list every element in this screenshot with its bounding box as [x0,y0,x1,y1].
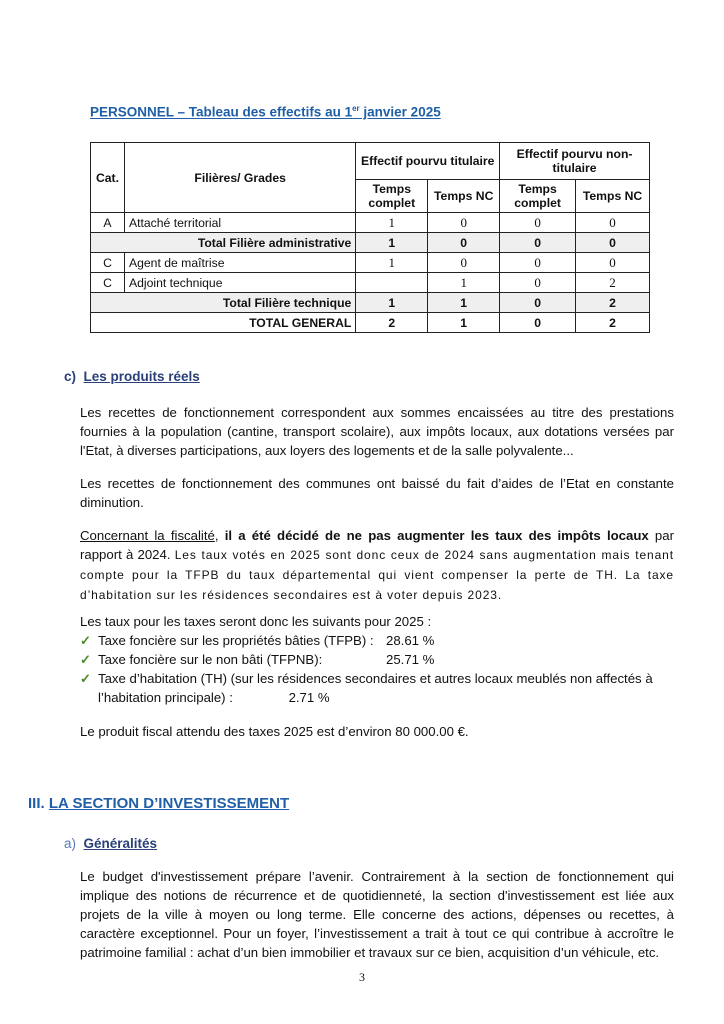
check-icon: ✓ [80,671,92,686]
header-cat: Cat. [91,143,125,213]
paragraph-produit-fiscal: Le produit fiscal attendu des taxes 2025 est d’environ 80 000.00 €. [80,724,469,739]
cell-value: 2 [576,313,650,333]
tax-label: Taxe foncière sur le non bâti (TFPNB): [98,652,323,667]
list-item [80,650,680,669]
header-filieres: Filières/ Grades [124,143,355,213]
cell-value: 2 [576,273,650,293]
check-icon: ✓ [80,633,92,648]
cell-value: 0 [428,233,500,253]
cell-value: 2 [356,313,428,333]
tax-label-with-value: Taxe d’habitation (TH) (sur les résidences secondaires et autres locaux meublés non affectés à l’habitation principale) : 2.71 % [98,671,653,705]
header-temps-nc: Temps NC [428,180,500,213]
table-row [91,273,650,293]
cell-grade: Agent de maîtrise [124,253,355,273]
cell-value: 0 [500,293,576,313]
table-header-row [91,143,650,180]
header-non-titulaire: Effectif pourvu non-titulaire [500,143,650,180]
cell-value: 0 [500,213,576,233]
tax-value: 28.61 % [386,633,435,648]
cell-value: 2 [576,293,650,313]
header-temps-complet: Temps complet [356,180,428,213]
table-grand-total-row [91,313,650,333]
list-item [80,669,680,707]
header-temps-nc: Temps NC [576,180,650,213]
fiscalite-label: Concernant la fiscalité [80,528,215,543]
cell-value: 1 [356,293,428,313]
header-temps-complet: Temps complet [500,180,576,213]
cell-value: 1 [356,213,428,233]
table-total-row [91,293,650,313]
header-titulaire: Effectif pourvu titulaire [356,143,500,180]
tax-value: 25.71 % [386,652,435,667]
cell-value: 0 [428,253,500,273]
cell-cat: A [91,213,125,233]
cell-value: 0 [500,253,576,273]
cell-value: 1 [428,293,500,313]
tax-label: Taxe foncière sur les propriétés bâties (TFPB) : [98,633,374,648]
cell-grade: Adjoint technique [124,273,355,293]
table-row [91,213,650,233]
cell-total-label: Total Filière administrative [91,233,356,253]
paragraph-taux-intro: Les taux pour les taxes seront donc les suivants pour 2025 : [80,614,432,629]
section-iii-heading: III. LA SECTION D’INVESTISSEMENT [28,795,290,812]
cell-value: 1 [356,233,428,253]
fiscalite-detail: Les taux votés en 2025 sont donc ceux de 2024 sans augmentation mais tenant compte pour la TFPB du taux départemental qui vient compenser la perte de TH. La taxe d’habitation sur les résidences secondaires est à voter depuis 2023. [80,548,674,602]
cell-value [356,273,428,293]
cell-value: 0 [500,273,576,293]
cell-value: 0 [428,213,500,233]
cell-value: 0 [500,313,576,333]
table-total-row [91,233,650,253]
paragraph-recettes: Les recettes de fonctionnement correspondent aux sommes encaissées au titre des prestations fournies à la population (cantine, transport scolaire), aux impôts locaux, aux dotations versées par l'Etat, à diverses participations, aux loyers des logements et de la salle polyvalente... [80,405,674,458]
cell-value: 0 [576,253,650,273]
cell-value: 0 [576,233,650,253]
table-row [91,253,650,273]
tax-list [80,631,680,707]
check-icon: ✓ [80,652,92,667]
tax-value: 2.71 % [288,690,330,705]
paragraph-investissement: Le budget d'investissement prépare l’avenir. Contrairement à la section de fonctionnement qui implique des notions de récurrence et de quotidienneté, la section d'investissement est liée aux projets de la ville à moyen ou long terme. Elle concerne des actions, dépenses ou recettes, à caractère exceptionnel. Pour un foyer, l’investissement a trait à tout ce qui contribue à accroître le patrimoine familial : achat d’un bien immobilier et travaux sur ce bien, acquisition d’un véhicule, etc. [80,869,674,960]
fiscalite-decision: il a été décidé de ne pas augmenter les taux des impôts locaux [224,528,649,543]
section-a-heading: a) Généralités [64,836,158,851]
cell-cat: C [91,273,125,293]
cell-value: 1 [428,273,500,293]
cell-value: 0 [576,213,650,233]
page-number: 3 [359,970,365,984]
cell-grade: Attaché territorial [124,213,355,233]
section-c-heading: c) Les produits réels [64,369,200,384]
cell-total-label: Total Filière technique [91,293,356,313]
paragraph-fiscalite: Concernant la fiscalité, il a été décidé de ne pas augmenter les taux des impôts locaux par rapport à 2024. Les taux votés en 2025 sont donc ceux de 2024 sans augmentation mais tenant compte pour la TFPB du taux départemental qui vient compenser la perte de TH. La taxe d’habitation sur les résidences secondaires est à voter depuis 2023. [80,528,674,602]
cell-value: 1 [428,313,500,333]
staff-table [90,142,650,333]
paragraph-baisse: Les recettes de fonctionnement des communes ont baissé du fait d’aides de l’Etat en constante diminution. [80,476,674,510]
cell-total-label: TOTAL GENERAL [91,313,356,333]
cell-value: 1 [356,253,428,273]
cell-cat: C [91,253,125,273]
list-item [80,631,680,650]
table-title: PERSONNEL – Tableau des effectifs au 1er janvier 2025 [90,104,441,120]
cell-value: 0 [500,233,576,253]
